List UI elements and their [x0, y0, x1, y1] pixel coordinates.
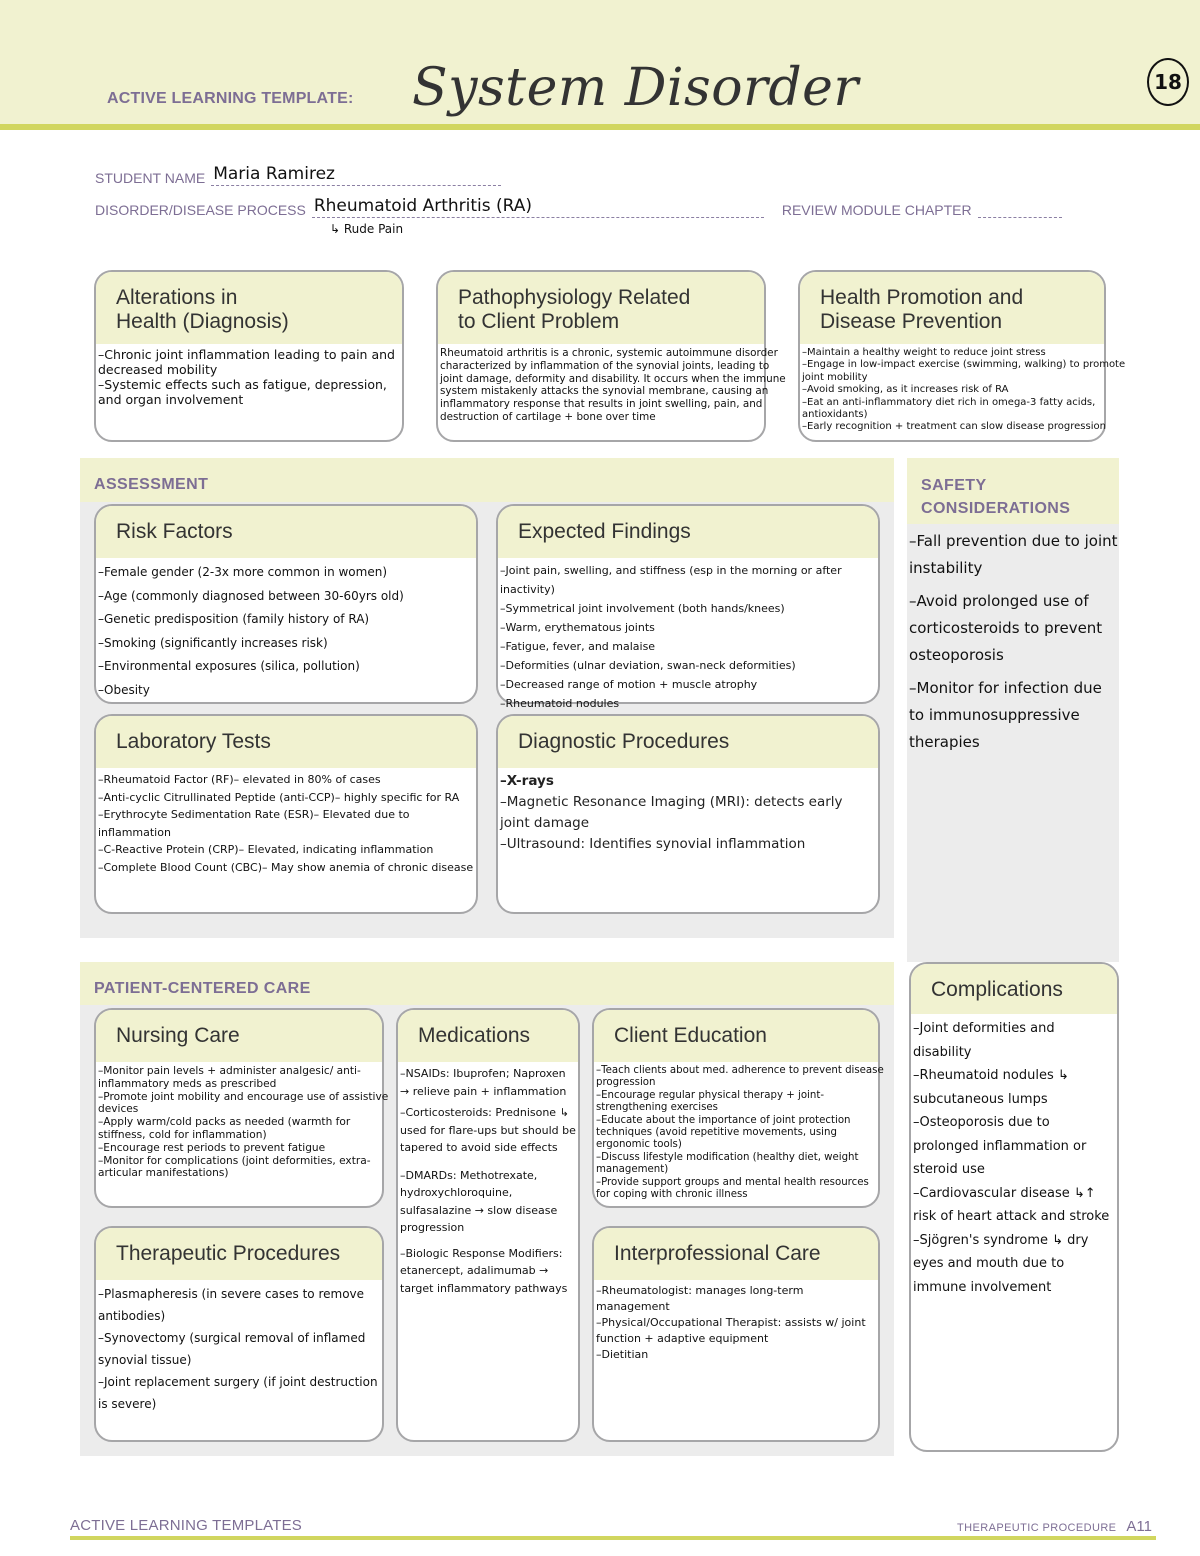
card-laboratory-tests	[94, 714, 478, 914]
list-item: –Fatigue, fever, and malaise	[500, 640, 656, 653]
list-item: –Rheumatoid Factor (RF)– elevated in 80% of cases	[98, 773, 381, 786]
list-item: –Joint pain, swelling, and stiffness (esp in the morning or after inactivity)	[500, 564, 842, 596]
card-content	[594, 1062, 886, 1205]
list-item: –Warm, erythematous joints	[500, 621, 655, 634]
card-content: Rheumatoid arthritis is a chronic, systemic autoimmune disorder characterized by inflammation of the synovial joints, leading to joint damage, deformity and disability. It occurs when the immune system mistakenly attacks the synovial membrane, causing an inflammatory response that results in joint swelling, pain, and destruction of cartilage + bone over time	[440, 347, 786, 423]
list-item: –Rheumatoid nodules ↳ subcutaneous lumps	[913, 1068, 1069, 1107]
list-item: –Cardiovascular disease ↳↑ risk of heart attack and stroke	[913, 1185, 1110, 1224]
header-rule	[0, 124, 1200, 130]
footer-rule	[70, 1536, 1156, 1540]
list-item: –Complete Blood Count (CBC)– May show anemia of chronic disease	[98, 860, 474, 874]
review-module-field[interactable]	[978, 216, 1062, 218]
list-item: –Physical/Occupational Therapist: assists w/ joint function + adaptive equipment	[596, 1316, 866, 1345]
list-item: –Corticosteroids: Prednisone ↳ used for flare-ups but should be tapered to avoid side effects	[400, 1106, 576, 1154]
card-content	[498, 768, 878, 859]
list-item: –Sjögren's syndrome ↳ dry eyes and mouth due to immune involvement	[913, 1232, 1089, 1295]
list-item: –Smoking (significantly increases risk)	[98, 635, 328, 650]
list-item: –Rheumatologist: manages long-term management	[596, 1284, 804, 1313]
assessment-label: ASSESSMENT	[94, 476, 209, 493]
card-title: Interprofessional Care	[594, 1228, 878, 1280]
student-name-label: STUDENT NAME	[95, 170, 206, 186]
safety-header	[907, 458, 1119, 524]
list-item: –Monitor pain levels + administer analgesic/ anti-inflammatory meds as prescribed	[98, 1065, 361, 1090]
assessment-header	[80, 458, 894, 502]
list-item: –Teach clients about med. adherence to prevent disease progression	[596, 1065, 884, 1089]
card-health-promotion	[798, 270, 1126, 442]
card-diagnostic-procedures	[496, 714, 880, 914]
list-item: –C-Reactive Protein (CRP)– Elevated, indicating inflammation	[98, 843, 434, 856]
disorder-field[interactable]: Rheumatoid Arthritis (RA)	[312, 196, 764, 218]
card-pathophysiology	[436, 270, 786, 442]
list-item: –Provide support groups and mental health resources for coping with chronic illness	[596, 1176, 869, 1201]
list-item: –Engage in low-impact exercise (swimming, walking) to promote joint mobility	[802, 359, 1126, 383]
list-item: –Eat an anti-inflammatory diet rich in omega-3 fatty acids, antioxidants)	[802, 396, 1096, 421]
list-item: –Genetic predisposition (family history of RA)	[98, 612, 370, 626]
list-item: –Avoid prolonged use of corticosteroids to prevent osteoporosis	[909, 592, 1103, 664]
list-item: –Apply warm/cold packs as needed (warmth for stiffness, cold for inflammation)	[98, 1116, 351, 1141]
list-item: –NSAIDs: Ibuprofen; Naproxen → relieve pain + inflammation	[400, 1067, 567, 1098]
list-item: –Discuss lifestyle modification (healthy diet, weight management)	[596, 1151, 859, 1176]
list-item: –Female gender (2-3x more common in women)	[98, 565, 388, 579]
review-module-label: REVIEW MODULE CHAPTER	[781, 202, 972, 218]
card-title: Health Promotion and Disease Prevention	[800, 272, 1104, 344]
card-content	[498, 558, 878, 717]
list-item: –Encourage rest periods to prevent fatigue	[98, 1141, 326, 1154]
footer-section-label: THERAPEUTIC PROCEDURE	[957, 1522, 1117, 1534]
safety-label: SAFETY CONSIDERATIONS	[921, 477, 1071, 517]
list-item: –Deformities (ulnar deviation, swan-neck deformities)	[500, 659, 796, 672]
list-item: –Systemic effects such as fatigue, depression, and organ involvement	[98, 377, 387, 407]
card-title: Pathophysiology Related to Client Problem	[438, 272, 764, 344]
card-content	[594, 1280, 878, 1367]
card-client-education	[592, 1008, 884, 1208]
list-item: –Erythrocyte Sedimentation Rate (ESR)– Elevated due to inflammation	[98, 808, 410, 839]
list-item: –Dietitian	[596, 1348, 649, 1361]
card-title: Expected Findings	[498, 506, 878, 558]
list-item: –Early recognition + treatment can slow disease progression	[802, 421, 1106, 433]
list-item: –Obesity	[98, 682, 150, 697]
page-number-badge: 18	[1147, 58, 1189, 106]
card-complications	[909, 962, 1119, 1452]
list-item: –Biologic Response Modifiers: etanercept, adalimumab → target inflammatory pathways	[400, 1246, 568, 1295]
student-name-row	[95, 164, 501, 186]
card-content	[800, 344, 1146, 438]
list-item: –Environmental exposures (silica, pollution)	[98, 659, 360, 673]
card-medications	[396, 1008, 580, 1442]
disorder-label: DISORDER/DISEASE PROCESS	[95, 202, 306, 218]
card-title: Laboratory Tests	[96, 716, 476, 768]
safety-content	[909, 528, 1119, 762]
card-content	[398, 1062, 578, 1301]
patient-centered-care-label: PATIENT-CENTERED CARE	[94, 980, 311, 997]
list-item: –Osteoporosis due to prolonged inflammation or steroid use	[913, 1115, 1087, 1177]
patient-centered-care-header	[80, 962, 894, 1005]
list-item: –Age (commonly diagnosed between 30-60yrs old)	[98, 588, 404, 603]
list-item: –DMARDs: Methotrexate, hydroxychloroquine, sulfasalazine → slow disease progression	[400, 1168, 558, 1234]
list-item: –Synovectomy (surgical removal of inflamed synovial tissue)	[98, 1331, 366, 1367]
list-item: –Fall prevention due to joint instability	[909, 532, 1118, 577]
card-content	[96, 1062, 398, 1184]
card-nursing-care	[94, 1008, 389, 1208]
disorder-row	[95, 196, 1062, 218]
card-title: Therapeutic Procedures	[96, 1228, 382, 1280]
card-therapeutic-procedures	[94, 1226, 384, 1442]
list-item: –Ultrasound: Identifies synovial inflammation	[500, 836, 806, 852]
student-name-field[interactable]: Maria Ramirez	[211, 164, 501, 186]
card-content	[96, 558, 476, 704]
card-title: Medications	[398, 1010, 578, 1062]
card-title: Risk Factors	[96, 506, 476, 558]
list-item: –Avoid smoking, as it increases risk of RA	[802, 384, 1009, 396]
list-item: –Joint replacement surgery (if joint destruction is severe)	[98, 1375, 378, 1411]
list-item: –Rheumatoid nodules	[500, 697, 620, 710]
template-title: System Disorder	[412, 58, 859, 118]
template-label: ACTIVE LEARNING TEMPLATE:	[107, 90, 354, 107]
card-title: Client Education	[594, 1010, 878, 1062]
card-expected-findings	[496, 504, 880, 710]
list-item: –Promote joint mobility and encourage use of assistive devices	[98, 1090, 389, 1116]
list-item: –Decreased range of motion + muscle atrophy	[500, 678, 758, 691]
card-risk-factors	[94, 504, 478, 704]
footer-title: ACTIVE LEARNING TEMPLATES	[70, 1517, 302, 1534]
card-content	[96, 768, 476, 880]
list-item: –Plasmapheresis (in severe cases to remove antibodies)	[98, 1287, 365, 1323]
disorder-subnote: ↳ Rude Pain	[330, 222, 404, 236]
footer-page-info	[957, 1518, 1152, 1535]
list-item: –Educate about the importance of joint protection techniques (avoid repetitive movements, using ergonomic tools)	[596, 1114, 851, 1151]
card-content	[96, 344, 402, 411]
card-content	[911, 1014, 1117, 1303]
card-title: Nursing Care	[96, 1010, 382, 1062]
list-item: –Monitor for complications (joint deformities, extra-articular manifestations)	[98, 1154, 371, 1180]
list-item: –Chronic joint inflammation leading to pain and decreased mobility	[98, 347, 395, 377]
card-title: Complications	[911, 964, 1117, 1014]
card-title: Alterations in Health (Diagnosis)	[96, 272, 402, 344]
card-interprofessional-care	[592, 1226, 880, 1442]
list-item: –Monitor for infection due to immunosuppressive therapies	[909, 679, 1102, 751]
list-item: –Symmetrical joint involvement (both hands/knees)	[500, 602, 785, 615]
list-item: –Anti-cyclic Citrullinated Peptide (anti-CCP)– highly specific for RA	[98, 790, 460, 804]
footer-page-number: A11	[1126, 1518, 1152, 1535]
list-item: –X-rays	[500, 773, 554, 789]
list-item: –Maintain a healthy weight to reduce joint stress	[802, 347, 1046, 358]
list-item: –Magnetic Resonance Imaging (MRI): detects early joint damage	[500, 794, 843, 831]
list-item: –Encourage regular physical therapy + joint-strengthening exercises	[596, 1089, 825, 1114]
card-title: Diagnostic Procedures	[498, 716, 878, 768]
list-item: –Joint deformities and disability	[913, 1021, 1055, 1060]
card-alterations-in-health	[94, 270, 404, 442]
card-content	[96, 1280, 382, 1419]
